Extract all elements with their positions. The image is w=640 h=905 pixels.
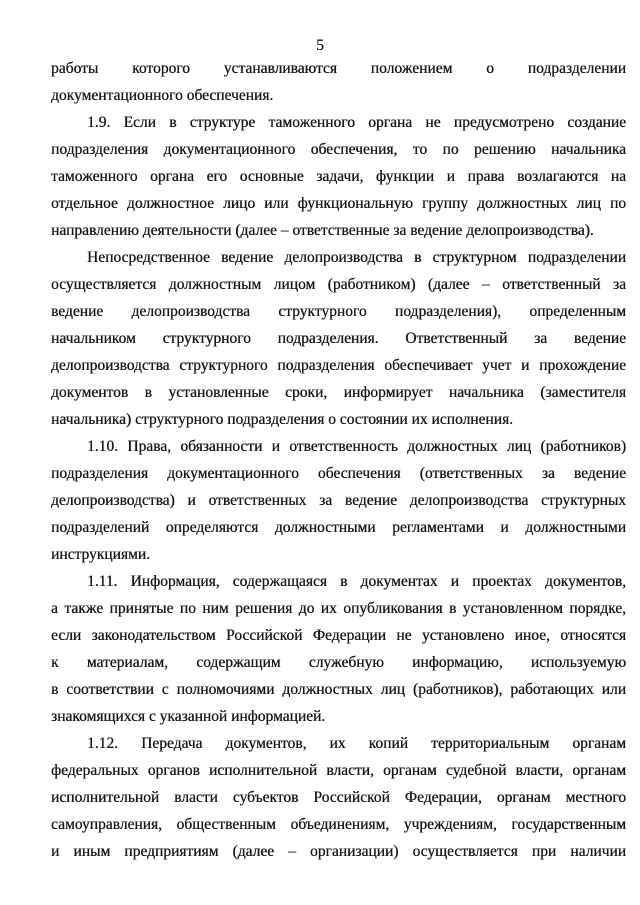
text-line: работы которого устанавливаются положением о подразделении (51, 60, 626, 77)
text-line: таможенного органа его основные задачи, функции и права возлагаются на (51, 168, 626, 185)
text-line: знакомящихся с указанной информацией. (51, 708, 326, 725)
text-line: документационного обеспечения. (51, 87, 274, 104)
text-line: осуществляется должностным лицом (работником) (далее – ответственный за (51, 276, 626, 293)
para-1-12 (51, 730, 626, 865)
text-line: ведение делопроизводства структурного подразделения), определенным (51, 303, 626, 320)
text-line: подразделения документационного обеспечения (ответственных за ведение (51, 465, 626, 482)
text-line: направлению деятельности (далее – ответственные за ведение делопроизводства). (51, 222, 594, 239)
para-1-10 (51, 433, 626, 568)
text-line: документов в установленные сроки, информирует начальника (заместителя (51, 384, 626, 401)
text-line: Непосредственное ведение делопроизводства в структурном подразделении (87, 249, 626, 266)
text-line: подразделений определяются должностными регламентами и должностными (51, 519, 626, 536)
text-line: а также принятые по ним решения до их опубликования в установленном порядке, (51, 600, 626, 617)
text-line: 1.9. Если в структуре таможенного органа не предусмотрено создание (87, 114, 626, 131)
text-line: в соответствии с полномочиями должностных лиц (работников), работающих или (51, 681, 626, 698)
text-line: к материалам, содержащим служебную информацию, используемую (51, 654, 626, 671)
text-line: начальника) структурного подразделения о состоянии их исполнения. (51, 411, 513, 428)
text-line: если законодательством Российской Федерации не установлено иное, относятся (51, 627, 626, 644)
para-1-9 (51, 109, 626, 244)
para-continuation (51, 55, 626, 109)
text-line: инструкциями. (51, 546, 150, 563)
text-line: самоуправления, общественным объединениям, учреждениям, государственным (51, 816, 626, 833)
document-body (51, 55, 626, 865)
text-line: 1.11. Информация, содержащаяся в документах и проектах документов, (87, 573, 626, 590)
text-line: делопроизводства) и ответственных за ведение делопроизводства структурных (51, 492, 626, 509)
text-line: федеральных органов исполнительной власти, органам судебной власти, органам (51, 762, 626, 779)
text-line: начальником структурного подразделения. Ответственный за ведение (51, 330, 626, 347)
para-direct-record-keeping (51, 244, 626, 433)
text-line: 1.10. Права, обязанности и ответственность должностных лиц (работников) (87, 438, 626, 455)
text-line: исполнительной власти субъектов Российской Федерации, органам местного (51, 789, 626, 806)
page-number: 5 (316, 37, 324, 54)
text-line: отдельное должностное лицо или функциональную группу должностных лиц по (51, 195, 626, 212)
text-line: делопроизводства структурного подразделения обеспечивает учет и прохождение (51, 357, 626, 374)
text-line: 1.12. Передача документов, их копий территориальным органам (87, 735, 626, 752)
text-line: и иным предприятиям (далее – организации) осуществляется при наличии (51, 843, 626, 860)
para-1-11 (51, 568, 626, 730)
text-line: подразделения документационного обеспечения, то по решению начальника (51, 141, 626, 158)
